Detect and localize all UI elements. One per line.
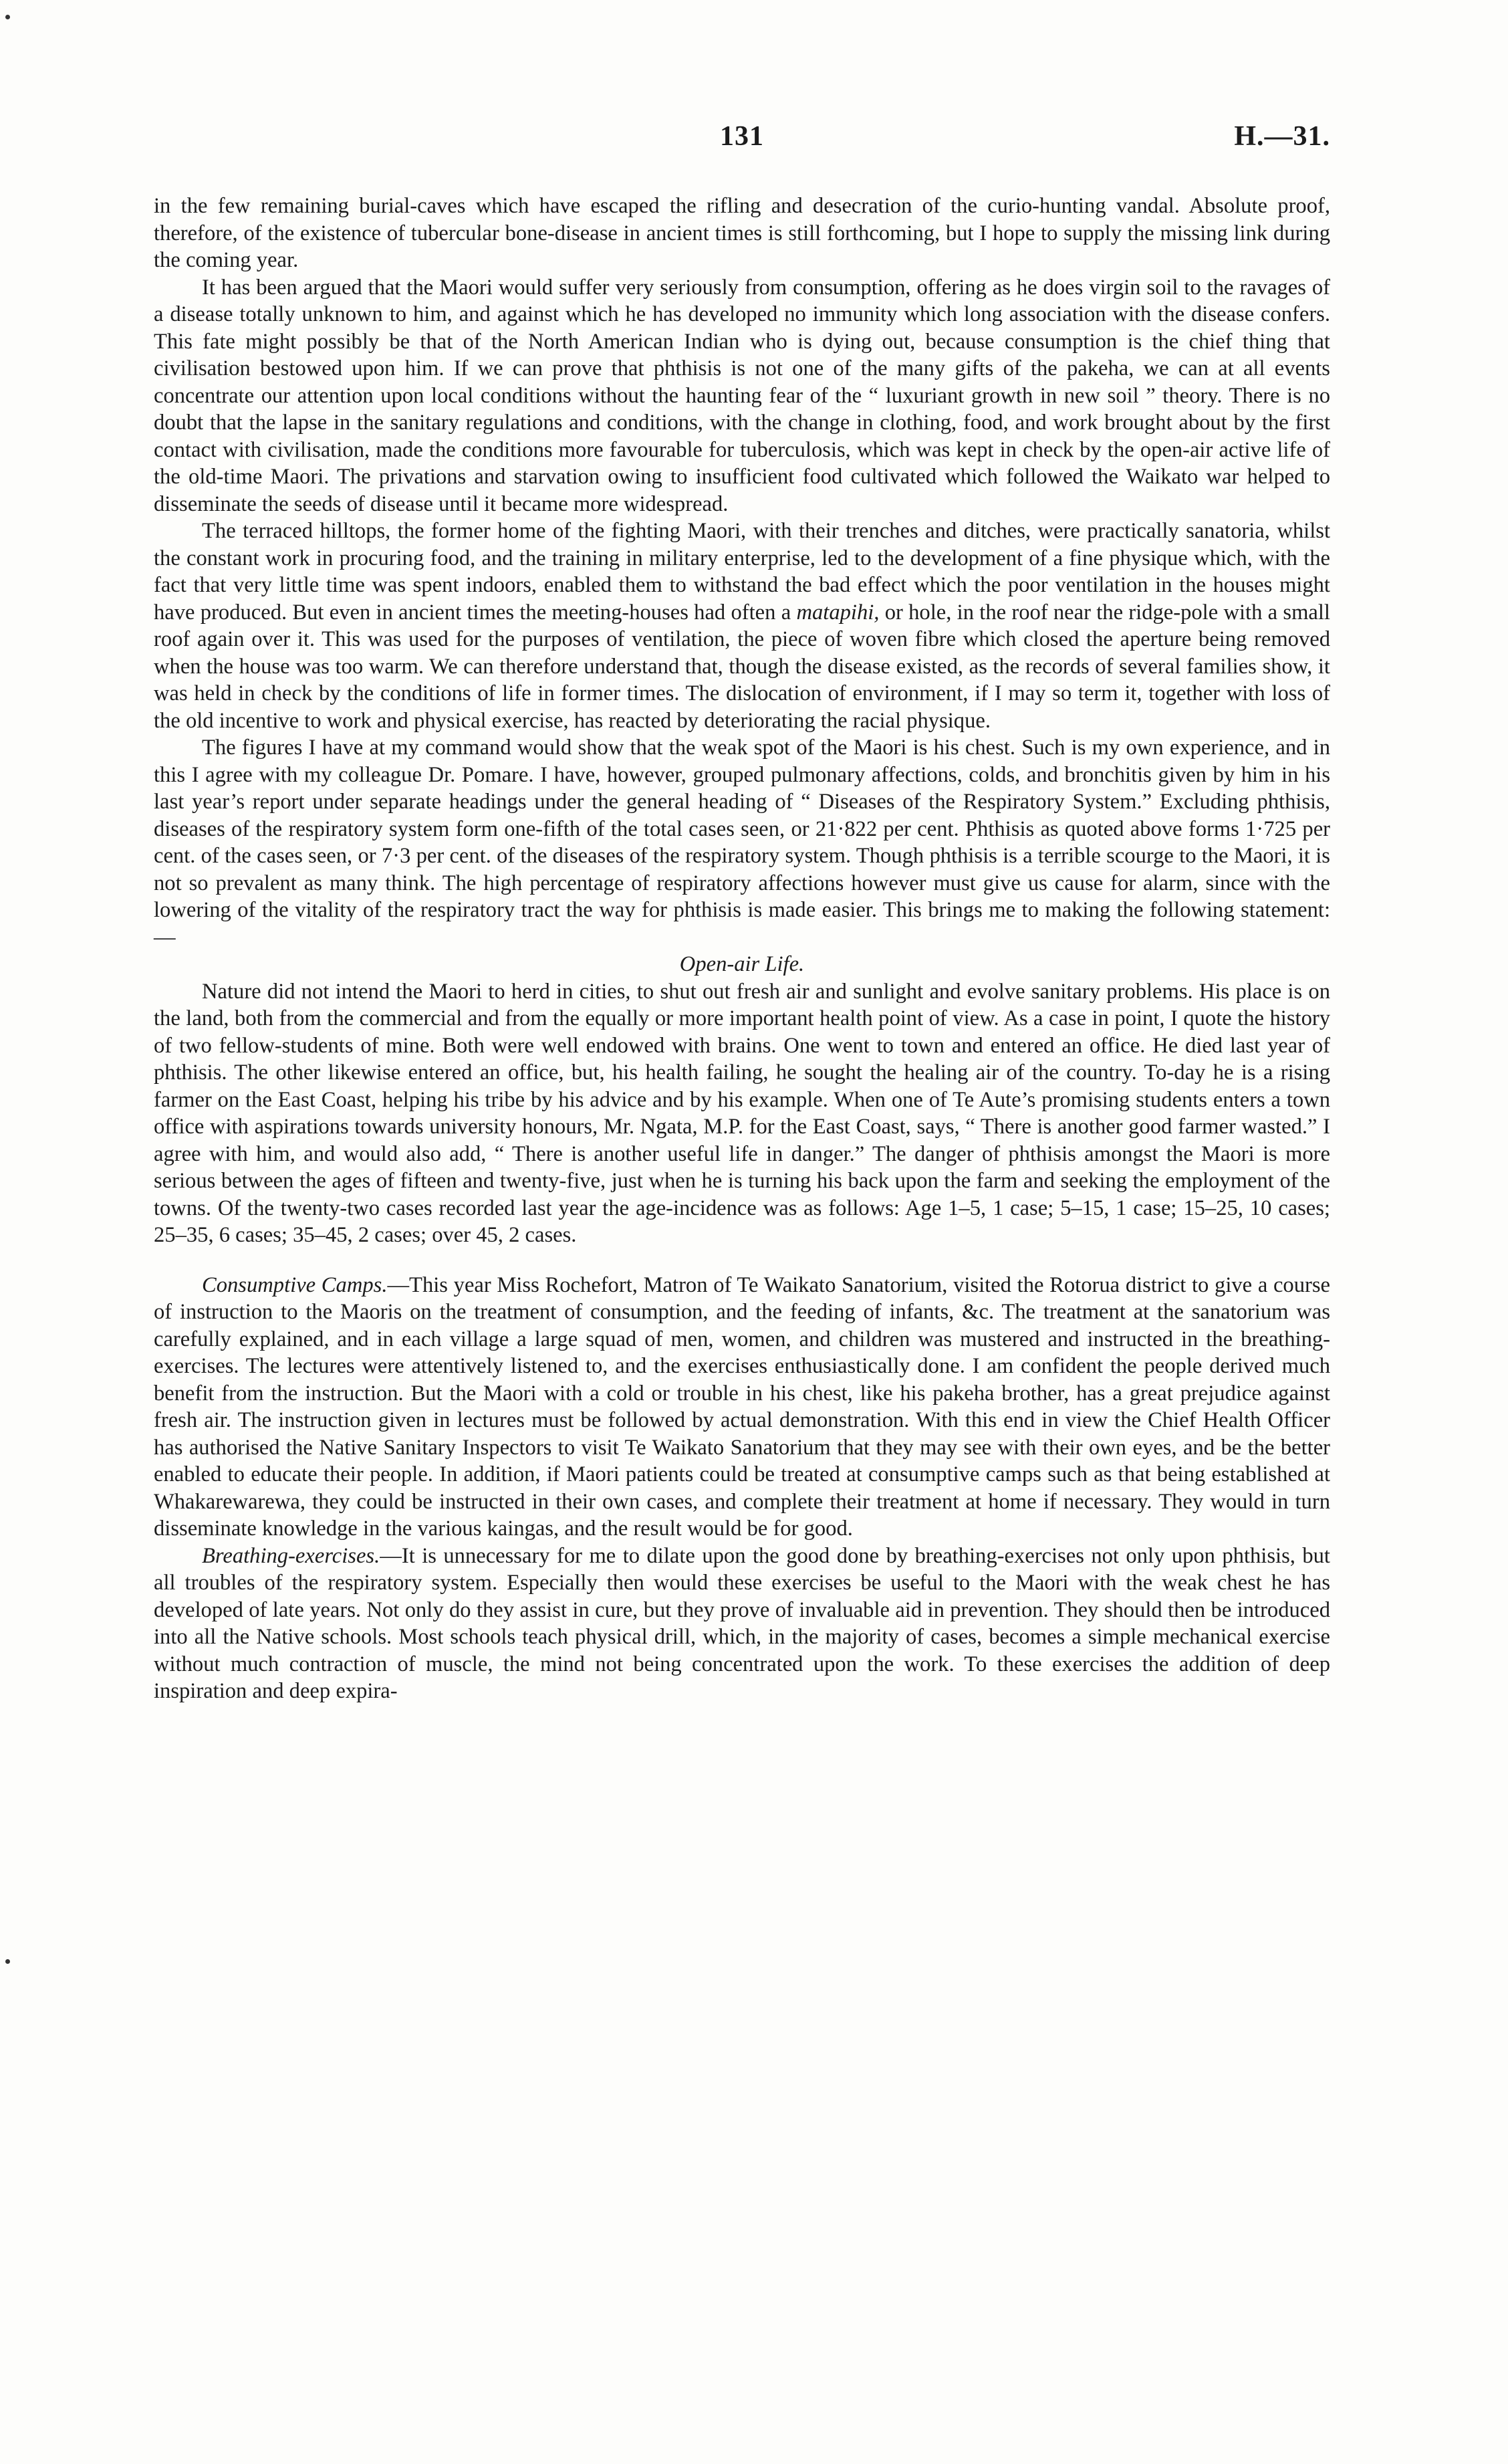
margin-dot-top [5,15,10,19]
maori-term: matapihi, [796,600,880,625]
paragraph-continued: in the few remaining burial-caves which have escaped the rifling and desecration of the curio-hunting vandal. Absolute proof, therefore, of the existence of tubercular bone-disease in ancient times is still forthcoming, but I hope to supply the missing link during the coming year. [154,194,1330,272]
side-heading: Breathing-exercises. [202,1543,380,1568]
section-heading: Open-air Life. [679,952,805,976]
document-body [154,193,1330,1705]
page-number: 131 [720,121,764,152]
paragraph-text: or hole, in the roof near the ridge-pole with a small roof again over it. This was used for the purposes of ventilation, the piece of woven fibre which closed the aperture being removed when the house was too warm. We can therefore understand that, though the disease existed, as the records of several families show, it was held in check by the conditions of life in former times. The dislocation of environment, if I may so term it, together with loss of the old incentive to work and physical exercise, has reacted by deteriorating the racial physique. [154,600,1330,733]
paragraph-text: —It is unnecessary for me to dilate upon the good done by breathing-exercises not only upon phthisis, but all troubles of the respiratory system. Especially then would these exercises be useful to the Maori with the weak chest he has developed of late years. Not only do they assist in cure, but they prove of invaluable aid in prevention. They should then be introduced into all the Native schools. Most schools teach physical drill, which, in the majority of cases, becomes a simple mechanical exercise without much contraction of muscle, the mind not being concentrated upon the work. To these exercises the addition of deep inspiration and deep expira- [154,1543,1330,1703]
paragraph-terraced-hilltops [154,518,1330,734]
document-reference: H.—31. [1234,121,1330,152]
side-heading: Consumptive Camps. [202,1272,388,1297]
paragraph-text: The terraced hilltops, the former home of the fighting Maori, with their trenches and ditches, were practically sanatoria, whilst the constant work in procuring food, and the training in military enterprise, led to the development of a fine physique which, with the fact that very little time was spent indoors, enabled them to withstand the bad effect which the poor ventilation in the houses might have produced. But even in ancient times the meeting-houses had often a [154,519,1330,625]
paragraph-breathing-exercises [154,1543,1330,1705]
paragraph-consumptive-camps [154,1272,1330,1543]
margin-dot-bottom [5,1959,10,1964]
paragraph-respiratory-figures: The figures I have at my command would show that the weak spot of the Maori is his chest. Such is my own experience, and in this I agree with my colleague Dr. Pomare. I have, however, grouped pulmonary affections, colds, and bronchitis given by him in his last year’s report under separate headings under the general heading of “ Diseases of the Respiratory System.” Excluding phthisis, diseases of the respiratory system form one-fifth of the total cases seen, or 21·822 per cent. Phthisis as quoted above forms 1·725 per cent. of the cases seen, or 7·3 per cent. of the diseases of the respiratory system. Though phthisis is a terrible scourge to the Maori, it is not so prevalent as many think. The high percentage of respiratory affections however must give us cause for alarm, since with the lowering of the vitality of the respiratory tract the way for phthisis is made easier. This brings me to making the following statement:— [154,736,1330,949]
paragraph-text: —This year Miss Rochefort, Matron of Te Waikato Sanatorium, visited the Rotorua district to give a course of instruction to the Maoris on the treatment of consumption, and the feeding of infants, &c. The treatment at the sanatorium was carefully explained, and in each village a large squad of men, women, and children was mustered and instructed in the breathing-exercises. The lectures were attentively listened to, and the exercises enthusiastically done. I am confident the people derived much benefit from the instruction. But the Maori with a cold or trouble in his chest, like his pakeha brother, has a great prejudice against fresh air. The instruction given in lectures must be followed by actual demonstration. With this end in view the Chief Health Officer has authorised the Native Sanitary Inspectors to visit Te Waikato Sanatorium that they may see with their own eyes, and be the better enabled to educate their people. In addition, if Maori patients could be treated at consumptive camps such as that being established at Whakarewarewa, they could be instructed in their own cases, and complete their treatment at home if necessary. They would in turn disseminate knowledge in the various kaingas, and the result would be for good. [154,1272,1330,1541]
paragraph-consumption-argument: It has been argued that the Maori would suffer very seriously from consumption, offering as he does virgin soil to the ravages of a disease totally unknown to him, and against which he has developed no immunity which long association with the disease confers. This fate might possibly be that of the North American Indian who is dying out, because consumption is the chief thing that civilisation bestowed upon him. If we can prove that phthisis is not one of the many gifts of the pakeha, we can at all events concentrate our attention upon local conditions without the haunting fear of the “ luxuriant growth in new soil ” theory. There is no doubt that the lapse in the sanitary regulations and conditions, with the change in clothing, food, and work brought about by the first contact with civilisation, made the conditions more favourable for tuberculosis, which was kept in check by the open-air active life of the old-time Maori. The privations and starvation owing to insufficient food cultivated which followed the Waikato war helped to disseminate the seeds of disease until it became more widespread. [154,275,1330,516]
paragraph-open-air-life: Nature did not intend the Maori to herd in cities, to shut out fresh air and sunlight and evolve sanitary problems. His place is on the land, both from the commercial and from the equally or more important health point of view. As a case in point, I quote the history of two fellow-students of mine. Both were well endowed with brains. One went to town and entered an office. He died last year of phthisis. The other likewise entered an office, but, his health failing, he sought the healing air of the country. To-day he is a rising farmer on the East Coast, helping his tribe by his advice and by his example. When one of Te Aute’s promising students enters a town office with aspirations towards university honours, Mr. Ngata, M.P. for the East Coast, says, “ There is another good farmer wasted.” I agree with him, and would also add, “ There is another useful life in danger.” The danger of phthisis amongst the Maori is more serious between the ages of fifteen and twenty-five, just when he is turning his back upon the farm and seeking the employment of the towns. Of the twenty-two cases recorded last year the age-incidence was as follows: Age 1–5, 1 case; 5–15, 1 case; 15–25, 10 cases; 25–35, 6 cases; 35–45, 2 cases; over 45, 2 cases. [154,979,1330,1247]
page-header [154,120,1330,167]
